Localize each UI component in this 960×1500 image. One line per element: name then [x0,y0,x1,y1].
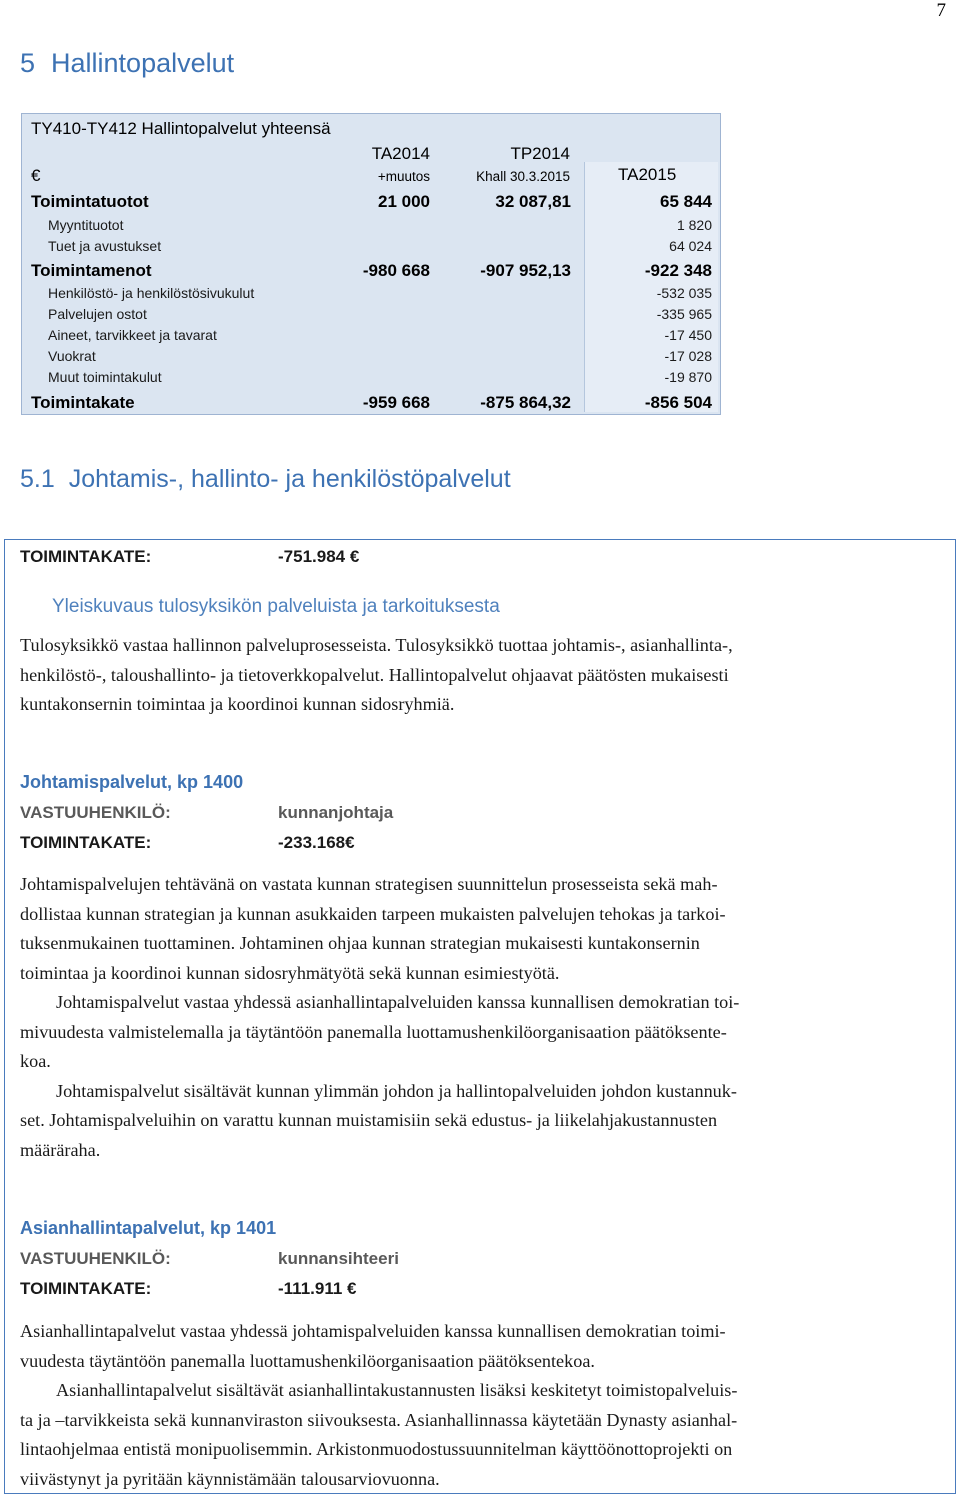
unit-toimintakate-label: TOIMINTAKATE: [20,1279,152,1298]
cell-ta2015: -532 035 [656,285,712,301]
row-label: Toimintamenot [31,261,152,280]
row-label: Toimintatuotot [31,192,149,211]
row-label: Palvelujen ostot [48,306,147,322]
row-label: Muut toimintakulut [48,369,162,385]
row-label: Aineet, tarvikkeet ja tavarat [48,327,217,343]
responsible-value: kunnansihteeri [278,1249,399,1268]
row-label: Henkilöstö- ja henkilöstösivukulut [48,285,255,301]
currency-symbol: € [31,166,41,185]
cell-ta2015: 64 024 [669,238,712,254]
row-label: Vuokrat [48,348,96,364]
cell-ta2014: -980 668 [362,261,430,280]
col-header-ta2014: TA2014 [371,144,430,163]
chapter-number: 5 [20,48,36,78]
chapter-title: Hallintopalvelut [51,48,235,78]
row-label: Toimintakate [31,393,135,412]
section-heading [20,465,511,494]
col-header-ta2015: TA2015 [618,165,677,184]
cell-ta2015: -17 028 [664,348,712,364]
page-number: 7 [936,0,946,21]
toimintakate-label: TOIMINTAKATE: [20,547,152,566]
cell-ta2014: -959 668 [362,393,430,412]
overview-heading: Yleiskuvaus tulosyksikön palveluista ja tarkoituksesta [52,596,500,617]
table-title: TY410-TY412 Hallintopalvelut yhteensä [31,119,331,138]
cell-ta2015: -19 870 [664,369,712,385]
cell-ta2015: 65 844 [660,192,712,211]
col-sub-ta2014: +muutos [377,169,430,184]
unit-toimintakate-value: -111.911 € [278,1279,357,1298]
cell-tp2014: -875 864,32 [480,393,571,412]
cell-tp2014: -907 952,13 [480,261,571,280]
unit-title-asianhallintapalvelut: Asianhallintapalvelut, kp 1401 [20,1218,277,1238]
row-label: Myyntituotot [48,217,124,233]
section-title: Johtamis-, hallinto- ja henkilöstöpalvelut [68,465,511,493]
chapter-heading [20,48,234,79]
responsible-label: VASTUUHENKILÖ: [20,803,171,822]
unit-toimintakate-label: TOIMINTAKATE: [20,833,152,852]
row-label: Tuet ja avustukset [48,238,162,254]
section-number: 5.1 [20,465,55,493]
col-header-tp2014: TP2014 [510,144,570,163]
toimintakate-value: -751.984 € [278,547,360,566]
cell-ta2015: -856 504 [644,393,712,412]
cell-ta2015: 1 820 [676,217,712,233]
unit-title-johtamispalvelut: Johtamispalvelut, kp 1400 [20,772,244,792]
unit-toimintakate-value: -233.168€ [278,833,355,852]
cell-ta2015: -335 965 [656,306,712,322]
cell-ta2015: -922 348 [644,261,712,280]
unit-description-johtamispalvelut: Johtamispalvelujen tehtävänä on vastata kunnan strategisen suunnittelun prosesseista sekä mah- dollistaa kunnan strategian ja kunnan asukkaiden tarpeen mukaisten palvelujen tehokas ja tarkoi- tuksenmukainen tuottaminen. Johtaminen ohjaa kunnan strategian mukaisesti kuntakonsernin toimintaa ja koordinoi kunnan sidosryhmätyötä sekä kunnan esimiestyötä. Johtamispalvelut vastaa yhdessä asianhallintapalveluiden kanssa kunnallisen demokratian toi- mivuudesta valmistelemalla ja täytäntöön panemalla luottamushenkilöorganisaation päätöksente- koa. Johtamispalvelut sisältävät kunnan ylimmän johdon ja hallintopalveluiden johdon kustannuk- set. Johtamispalveluihin on varattu kunnan muistamisiin sekä edustus- ja liikelahjakustannusten määräraha. [20,874,740,1160]
overview-paragraph: Tulosyksikkö vastaa hallinnon palveluprosesseista. Tulosyksikkö tuottaa johtamis-, asianhallinta-, henkilöstö-, taloushallinto- ja tietoverkkopalvelut. Hallintopalvelut ohjaavat päätösten mukaisesti kuntakonsernin toimintaa ja koordinoi kunnan sidosryhmiä. [20,635,733,714]
unit-description-asianhallintapalvelut: Asianhallintapalvelut vastaa yhdessä johtamispalveluiden kanssa kunnallisen demokratian toimi- vuudesta täytäntöön panemalla luottamushenkilöorganisaation päätöksentekoa. Asianhallintapalvelut sisältävät asianhallintakustannusten lisäksi keskitetyt toimistopalveluis- ta ja –tarvikkeista sekä kunnanviraston siivouksesta. Asianhallinnassa käytetään Dynasty asianhal- lintaohjelmaa entistä monipuolisemmin. Arkistonmuodostussuunnitelman käyttöönottoprojekti on viivästynyt ja pyritään käynnistämään talousarviovuonna. [20,1321,738,1489]
responsible-label: VASTUUHENKILÖ: [20,1249,171,1268]
cell-ta2015: -17 450 [664,327,712,343]
col-sub-tp2014: Khall 30.3.2015 [476,169,570,184]
responsible-value: kunnanjohtaja [278,803,394,822]
cell-ta2014: 21 000 [378,192,430,211]
cell-tp2014: 32 087,81 [495,192,571,211]
